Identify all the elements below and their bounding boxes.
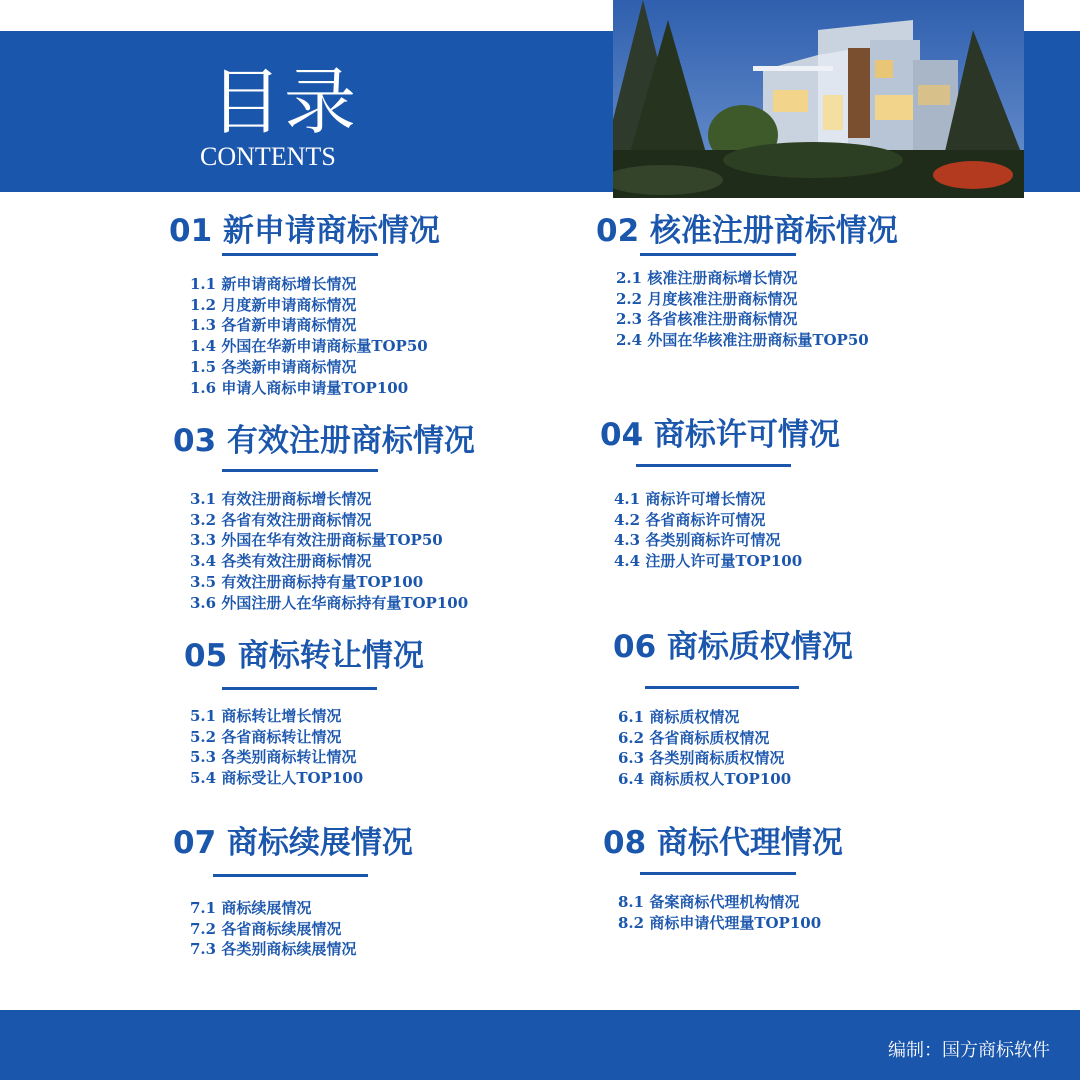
list-item[interactable]: 3.4 各类有效注册商标情况 bbox=[190, 552, 372, 571]
page-title: 目录 bbox=[210, 60, 359, 144]
list-item[interactable]: 4.1 商标许可增长情况 bbox=[614, 490, 766, 508]
list-item[interactable]: 7.3 各类别商标续展情况 bbox=[190, 940, 357, 959]
list-item[interactable]: 1.2 月度新申请商标情况 bbox=[190, 295, 357, 314]
section-item-list bbox=[190, 489, 468, 613]
list-item[interactable]: 4.4 注册人许可量TOP100 bbox=[614, 552, 803, 571]
list-item[interactable]: 4.2 各省商标许可情况 bbox=[614, 510, 766, 529]
list-item[interactable]: 6.1 商标质权情况 bbox=[618, 708, 740, 726]
list-item[interactable]: 8.2 商标申请代理量TOP100 bbox=[618, 913, 822, 932]
section-underline bbox=[645, 686, 799, 689]
list-item[interactable]: 1.3 各省新申请商标情况 bbox=[190, 316, 357, 335]
list-item[interactable]: 3.3 外国在华有效注册商标量TOP50 bbox=[190, 531, 443, 550]
footer-credit: 编制：国方商标软件 bbox=[888, 1040, 1050, 1061]
section-item-list bbox=[190, 898, 356, 960]
section-underline bbox=[222, 687, 377, 690]
section-item-list bbox=[616, 268, 869, 351]
section-title: 04 商标许可情况 bbox=[600, 417, 840, 453]
section-item-list bbox=[618, 707, 791, 790]
section-title: 08 商标代理情况 bbox=[603, 825, 843, 861]
page-subtitle: CONTENTS bbox=[200, 142, 336, 171]
list-item[interactable]: 6.3 各类别商标质权情况 bbox=[618, 749, 785, 768]
list-item[interactable]: 2.1 核准注册商标增长情况 bbox=[616, 269, 798, 287]
section-underline bbox=[222, 253, 378, 256]
section-underline bbox=[636, 464, 791, 467]
list-item[interactable]: 1.5 各类新申请商标情况 bbox=[190, 357, 357, 376]
section-item-list bbox=[190, 274, 428, 398]
section-title: 07 商标续展情况 bbox=[173, 825, 413, 861]
list-item[interactable]: 1.6 申请人商标申请量TOP100 bbox=[190, 378, 409, 397]
list-item[interactable]: 7.1 商标续展情况 bbox=[190, 899, 312, 917]
list-item[interactable]: 2.2 月度核准注册商标情况 bbox=[616, 289, 798, 308]
list-item[interactable]: 3.1 有效注册商标增长情况 bbox=[190, 490, 372, 508]
list-item[interactable]: 5.4 商标受让人TOP100 bbox=[190, 769, 364, 788]
list-item[interactable]: 1.1 新申请商标增长情况 bbox=[190, 275, 357, 293]
section-underline bbox=[640, 872, 796, 875]
list-item[interactable]: 1.4 外国在华新申请商标量TOP50 bbox=[190, 337, 428, 356]
section-item-list bbox=[614, 489, 802, 572]
list-item[interactable]: 2.3 各省核准注册商标情况 bbox=[616, 310, 798, 329]
section-title: 06 商标质权情况 bbox=[613, 629, 853, 665]
section-underline bbox=[640, 253, 796, 256]
list-item[interactable]: 5.2 各省商标转让情况 bbox=[190, 727, 342, 746]
section-title: 01 新申请商标情况 bbox=[169, 213, 440, 249]
section-title: 03 有效注册商标情况 bbox=[173, 423, 475, 459]
list-item[interactable]: 2.4 外国在华核准注册商标量TOP50 bbox=[616, 331, 869, 350]
list-item[interactable]: 3.2 各省有效注册商标情况 bbox=[190, 510, 372, 529]
section-title: 02 核准注册商标情况 bbox=[596, 213, 898, 249]
section-item-list bbox=[190, 706, 363, 789]
list-item[interactable]: 7.2 各省商标续展情况 bbox=[190, 919, 342, 938]
list-item[interactable]: 3.6 外国注册人在华商标持有量TOP100 bbox=[190, 593, 469, 612]
list-item[interactable]: 6.4 商标质权人TOP100 bbox=[618, 770, 792, 789]
list-item[interactable]: 6.2 各省商标质权情况 bbox=[618, 728, 770, 747]
section-item-list bbox=[618, 892, 821, 933]
list-item[interactable]: 5.3 各类别商标转让情况 bbox=[190, 748, 357, 767]
list-item[interactable]: 4.3 各类别商标许可情况 bbox=[614, 531, 781, 550]
list-item[interactable]: 3.5 有效注册商标持有量TOP100 bbox=[190, 572, 424, 591]
house-photo bbox=[613, 0, 1024, 198]
list-item[interactable]: 5.1 商标转让增长情况 bbox=[190, 707, 342, 725]
list-item[interactable]: 8.1 备案商标代理机构情况 bbox=[618, 893, 800, 911]
section-underline bbox=[222, 469, 378, 472]
section-title: 05 商标转让情况 bbox=[184, 638, 424, 674]
section-underline bbox=[213, 874, 368, 877]
